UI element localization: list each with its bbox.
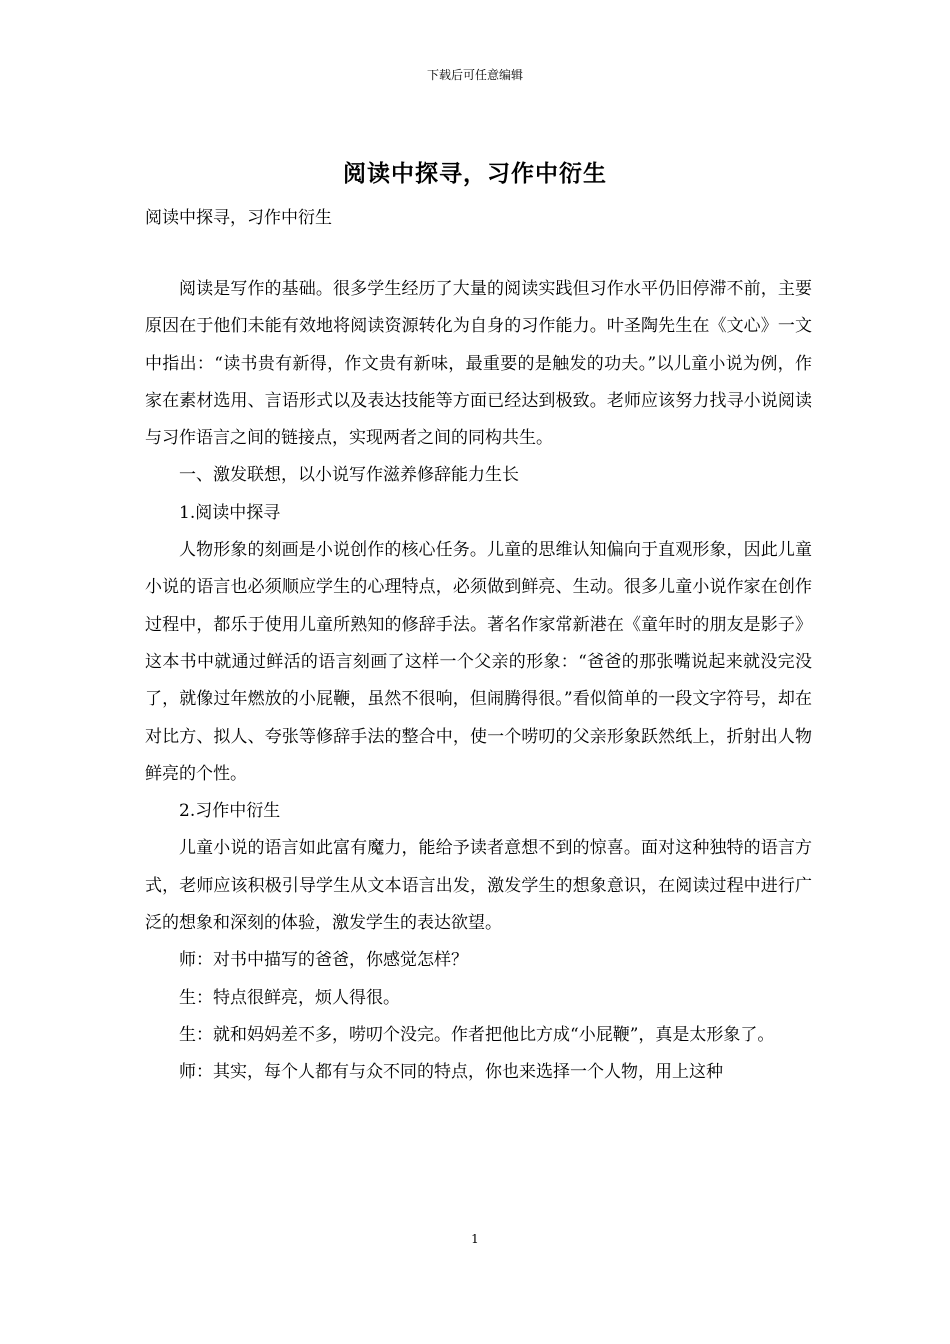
page-number: 1 <box>471 1232 479 1246</box>
paragraph-intro: 阅读是写作的基础。很多学生经历了大量的阅读实践但习作水平仍旧停滞不前，主要原因在于他们未能有效地将阅读资源转化为自身的习作能力。叶圣陶先生在《文心》一文中指出：“读书贵有新得，作文贵有新味，最重要的是触发的功夫。”以儿童小说为例，作家在素材选用、言语形式以及表达技能等方面已经达到极致。老师应该努力找寻小说阅读与习作语言之间的链接点，实现两者之间的同构共生。 <box>145 279 812 449</box>
document-title: 阅读中探寻，习作中衍生 <box>343 160 607 187</box>
dialogue-line: 师：其实，每个人都有与众不同的特点，你也来选择一个人物，用上这种 <box>179 1062 723 1083</box>
dialogue-line: 师：对书中描写的爸爸，你感觉怎样？ <box>179 950 468 971</box>
paragraph-character: 人物形象的刻画是小说创作的核心任务。儿童的思维认知偏向于直观形象，因此儿童小说的语言也必须顺应学生的心理特点，必须做到鲜亮、生动。很多儿童小说作家在创作过程中，都乐于使用儿童所熟知的修辞手法。著名作家常新港在《童年时的朋友是影子》这本书中就通过鲜活的语言刻画了这样一个父亲的形象：“爸爸的那张嘴说起来就没完没了，就像过年燃放的小屁鞭，虽然不很响，但闹腾得很。”看似简单的一段文字符号，却在对比方、拟人、夸张等修辞手法的整合中，使一个唠叨的父亲形象跃然纸上，折射出人物鲜亮的个性。 <box>145 540 812 784</box>
document-subtitle: 阅读中探寻，习作中衍生 <box>145 208 332 228</box>
paragraph-language: 儿童小说的语言如此富有魔力，能给予读者意想不到的惊喜。面对这种独特的语言方式，老师应该积极引导学生从文本语言出发，激发学生的想象意识，在阅读过程中进行广泛的想象和深刻的体验，激发学生的表达欲望。 <box>145 838 812 934</box>
section-heading-1: 一、激发联想，以小说写作滋养修辞能力生长 <box>179 465 519 486</box>
subsection-heading-1-1: 1.阅读中探寻 <box>179 502 281 523</box>
subsection-heading-1-2: 2.习作中衍生 <box>179 801 281 822</box>
dialogue-line: 生：特点很鲜亮，烦人得很。 <box>179 987 400 1008</box>
document-body <box>145 271 812 1092</box>
dialogue-line: 生：就和妈妈差不多，唠叨个没完。作者把他比方成“小屁鞭”，真是太形象了。 <box>179 1024 775 1045</box>
page-header: 下载后可任意编辑 <box>426 68 523 82</box>
